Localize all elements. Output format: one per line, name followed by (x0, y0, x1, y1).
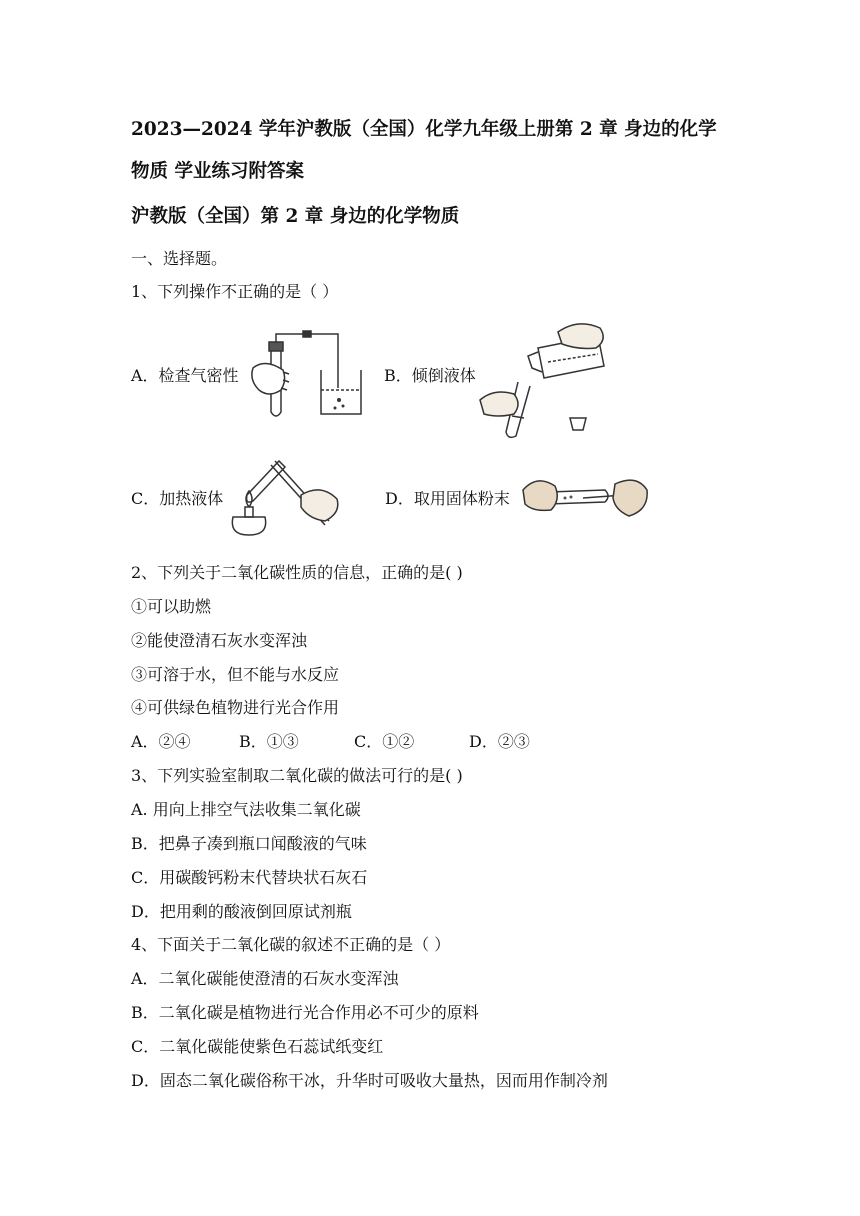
q1-option-c-label: C．加热液体 (131, 489, 224, 508)
q3-option-a: A. 用向上排空气法收集二氧化碳 (131, 800, 361, 819)
q3-option-b: B．把鼻子凑到瓶口闻酸液的气味 (131, 834, 367, 853)
take-solid-powder-figure (521, 470, 649, 525)
q3-option-d: D．把用剩的酸液倒回原试剂瓶 (131, 902, 352, 921)
q2-statement-4: ④可供绿色植物进行光合作用 (131, 698, 340, 717)
pour-liquid-figure (478, 318, 613, 440)
q2-statement-3: ③可溶于水，但不能与水反应 (131, 665, 340, 684)
question-3-stem: 3、下列实验室制取二氧化碳的做法可行的是( ) (131, 766, 463, 785)
question-1-stem: 1、下列操作不正确的是（ ） (131, 282, 339, 301)
q2-option-d: D．②③ (469, 732, 530, 751)
heat-liquid-figure (225, 455, 350, 537)
q4-option-c: C．二氧化碳能使紫色石蕊试纸变红 (131, 1037, 384, 1056)
q2-statement-2: ②能使澄清石灰水变浑浊 (131, 631, 308, 650)
q4-option-b: B．二氧化碳是植物进行光合作用必不可少的原料 (131, 1003, 479, 1022)
q2-option-a: A．②④ (131, 732, 191, 751)
section-heading: 一、选择题。 (131, 249, 228, 268)
document-title-line-2: 物质 学业练习附答案 (131, 161, 304, 182)
q1-option-a-label: A．检查气密性 (131, 366, 239, 385)
chapter-heading: 沪教版（全国）第 2 章 身边的化学物质 (131, 206, 460, 227)
q2-statement-1: ①可以助燃 (131, 597, 212, 616)
q1-option-b-label: B．倾倒液体 (384, 366, 476, 385)
question-2-stem: 2、下列关于二氧化碳性质的信息，正确的是( ) (131, 563, 463, 582)
document-title-line-1: 2023—2024 学年沪教版（全国）化学九年级上册第 2 章 身边的化学 (131, 119, 717, 140)
question-4-stem: 4、下面关于二氧化碳的叙述不正确的是（ ） (131, 935, 451, 954)
airtightness-check-figure (243, 328, 368, 420)
q4-option-d: D．固态二氧化碳俗称干冰，升华时可吸收大量热，因而用作制冷剂 (131, 1071, 608, 1090)
q2-option-b: B．①③ (239, 732, 299, 751)
q2-option-c: C．①② (354, 732, 415, 751)
q3-option-c: C．用碳酸钙粉末代替块状石灰石 (131, 868, 368, 887)
q1-option-d-label: D．取用固体粉末 (385, 489, 510, 508)
q4-option-a: A．二氧化碳能使澄清的石灰水变浑浊 (131, 969, 399, 988)
